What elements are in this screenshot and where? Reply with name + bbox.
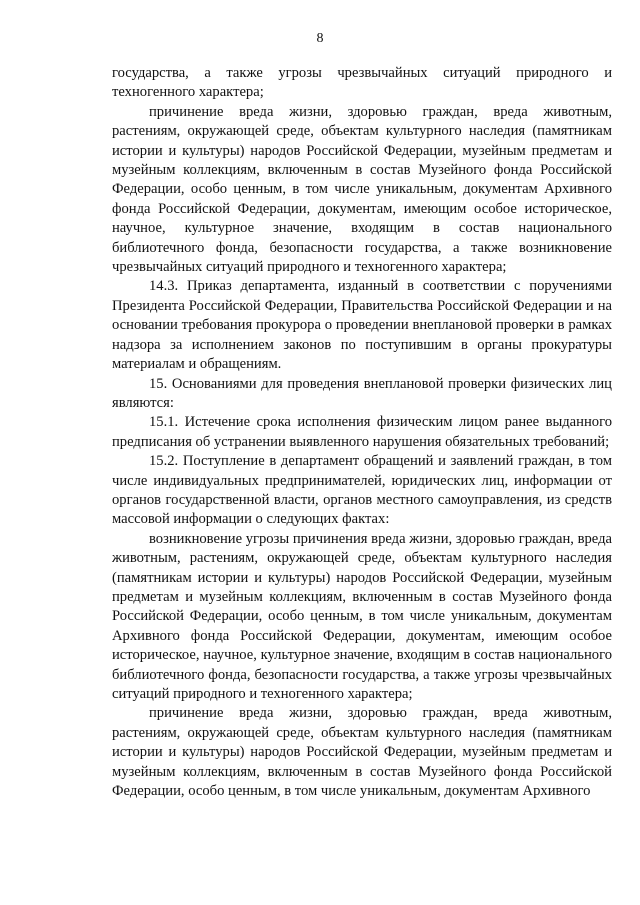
paragraph-harm-caused: причинение вреда жизни, здоровью граждан, вреда животным, растениям, окружающей среде, объектам культурного наследия (памятникам истории и культуры) народов Российской Федерации, музейным предметам и музейным коллекциям, включенным в состав Музейного фонда Российской Федерации, особо ценным, в том числе уникальным, документам Архивного фонда Российской Федерации, документам, имеющим особое историческое, научное, культурное значение, входящим в состав национального библиотечного фонда, безопасности государства, а также возникновение чрезвычайных ситуаций природного и техногенного характера; <box>112 103 612 276</box>
page-number: 8 <box>316 31 324 46</box>
paragraph-harm-caused-2: причинение вреда жизни, здоровью граждан, вреда животным, растениям, окружающей среде, объектам культурного наследия (памятникам истории и культуры) народов Российской Федерации, музейным предметам и музейным коллекциям, включенным в состав Музейного фонда Российской Федерации, особо ценным, в том числе уникальным, документам Архивного <box>112 705 612 800</box>
paragraph-15-1: 15.1. Истечение срока исполнения физическим лицом ранее выданного предписания об устранении выявленного нарушения обязательных требований; <box>112 414 612 450</box>
paragraph-14-3: 14.3. Приказ департамента, изданный в соответствии с поручениями Президента Российской Федерации, Правительства Российской Федерации и на основании требования прокурора о проведении внеплановой проверки в рамках надзора за исполнением законов по поступившим в органы прокуратуры материалам и обращениям. <box>112 278 612 373</box>
paragraph-threat-of-harm: возникновение угрозы причинения вреда жизни, здоровью граждан, вреда животным, растениям, окружающей среде, объектам культурного наследия (памятникам истории и культуры) народов Российской Федерации, музейным предметам и музейным коллекциям, включенным в состав Музейного фонда Российской Федерации, особо ценным, в том числе уникальным, документам Архивного фонда Российской Федерации, документам, имеющим особое историческое, научное, культурное значение, входящим в состав национального библиотечного фонда, безопасности государства, а также угрозы чрезвычайных ситуаций природного и техногенного характера; <box>112 530 612 702</box>
paragraph-15-2: 15.2. Поступление в департамент обращений и заявлений граждан, в том числе индивидуальных предпринимателей, юридических лиц, информации от органов государственной власти, органов местного самоуправления, из средств массовой информации о следующих фактах: <box>112 453 612 528</box>
paragraph-15: 15. Основаниями для проведения внеплановой проверки физических лиц являются: <box>112 375 612 411</box>
paragraph-continuation: государства, а также угрозы чрезвычайных ситуаций природного и техногенного характера; <box>112 65 612 101</box>
document-body <box>112 64 612 801</box>
